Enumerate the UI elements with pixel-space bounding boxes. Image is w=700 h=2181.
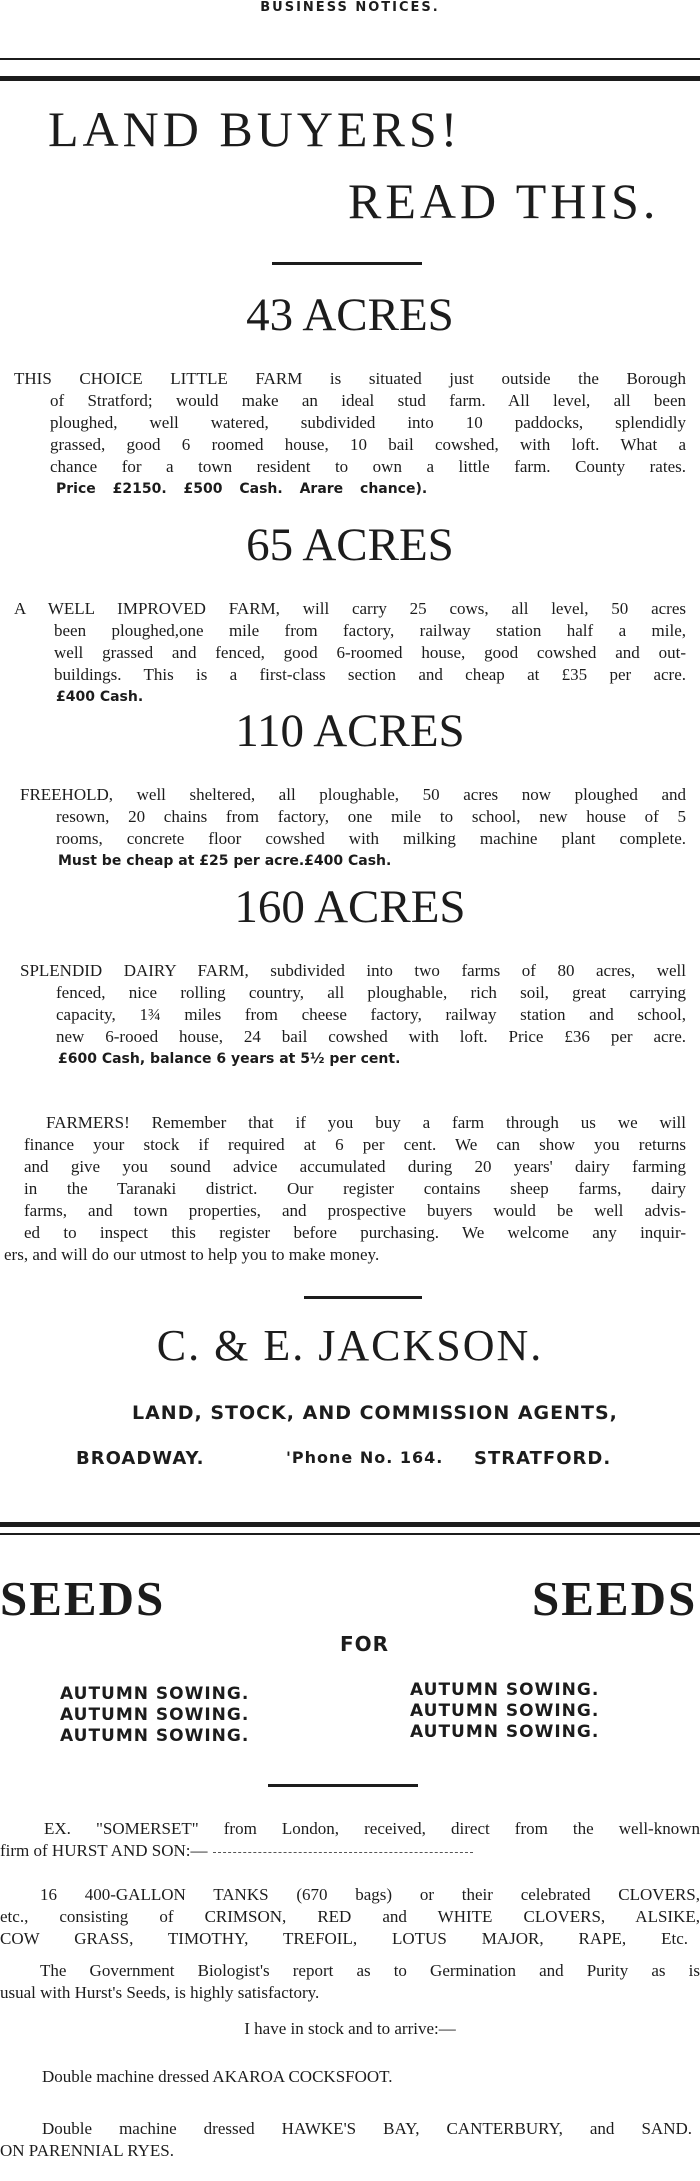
farmers-line: farms, and town properties, and prospective buyers would be well advis- bbox=[24, 1201, 686, 1220]
biologist-line: usual with Hurst's Seeds, is highly satisfactory. bbox=[0, 1983, 320, 2002]
farm-110-line: FREEHOLD, well sheltered, all ploughable, 50 acres now ploughed and bbox=[20, 785, 686, 804]
tanks-line: COW GRASS, TIMOTHY, TREFOIL, LOTUS MAJOR, RAPE, Etc. bbox=[0, 1929, 688, 1948]
farm-43-title: 43 ACRES bbox=[246, 289, 454, 341]
ex-line-text: firm of HURST AND SON:— bbox=[0, 1841, 208, 1860]
sowing-left-item: AUTUMN SOWING. bbox=[60, 1705, 250, 1725]
seeds-for: FOR bbox=[340, 1632, 390, 1656]
farm-160-line: capacity, 1¾ miles from cheese factory, railway station and school, bbox=[56, 1005, 686, 1024]
hawkes-bay-paragraph bbox=[0, 2118, 700, 2162]
headline-divider bbox=[272, 262, 422, 265]
farm-65-line: A WELL IMPROVED FARM, will carry 25 cows, all level, 50 acres bbox=[14, 599, 686, 618]
top-rule-thick bbox=[0, 76, 700, 81]
firm-divider bbox=[304, 1296, 422, 1299]
agents-line: LAND, STOCK, AND COMMISSION AGENTS, bbox=[132, 1402, 618, 1424]
farm-65-line: been ploughed,one mile from factory, railway station half a mile, bbox=[54, 621, 686, 640]
biologist-line: The Government Biologist's report as to Germination and Purity as is bbox=[40, 1961, 700, 1980]
farm-160-text bbox=[0, 960, 700, 1070]
farm-65-title: 65 ACRES bbox=[246, 519, 454, 571]
farm-65-text bbox=[0, 598, 700, 708]
farm-110-price: Must be cheap at £25 per acre.£400 Cash. bbox=[58, 853, 392, 869]
farm-43-price: Price £2150. £500 Cash. Arare chance). bbox=[56, 481, 428, 497]
ad-separator-thin bbox=[0, 1533, 700, 1535]
hawkes-line: Double machine dressed HAWKE'S BAY, CANTERBURY, and SAND. bbox=[42, 2119, 692, 2138]
farm-110-line: rooms, concrete floor cowshed with milking machine plant complete. bbox=[56, 829, 686, 848]
address-phone: 'Phone No. 164. bbox=[286, 1448, 444, 1467]
farm-43-line: of Stratford; would make an ideal stud farm. All level, all been bbox=[50, 391, 686, 410]
farm-43-line: grassed, good 6 roomed house, 10 bail cowshed, with loft. What a bbox=[50, 435, 686, 454]
cocksfoot-line: Double machine dressed AKAROA COCKSFOOT. bbox=[42, 2067, 393, 2086]
farm-65-line: buildings. This is a first-class section and cheap at £35 per acre. bbox=[54, 665, 686, 684]
seeds-right-heading: SEEDS bbox=[532, 1571, 698, 1626]
biologist-paragraph bbox=[0, 1960, 700, 2004]
farm-43-line: THIS CHOICE LITTLE FARM is situated just outside the Borough bbox=[14, 369, 686, 388]
headline-read-this: READ THIS. bbox=[348, 173, 660, 229]
farmers-line: finance your stock if required at 6 per cent. We can show you returns bbox=[24, 1135, 686, 1154]
farm-160-line: fenced, nice rolling country, all ploughable, rich soil, great carrying bbox=[56, 983, 686, 1002]
ex-somerset-paragraph bbox=[0, 1818, 700, 1862]
farm-110-line: resown, 20 chains from factory, one mile to school, new house of 5 bbox=[56, 807, 686, 826]
firm-name: C. & E. JACKSON. bbox=[156, 1321, 544, 1370]
top-rule-thin bbox=[0, 58, 700, 60]
farm-110-text bbox=[0, 784, 700, 872]
farm-65-line: well grassed and fenced, good 6-roomed house, good cowshed and out- bbox=[54, 643, 686, 662]
farm-160-line: SPLENDID DAIRY FARM, subdivided into two farms of 80 acres, well bbox=[20, 961, 686, 980]
sowing-right-list bbox=[410, 1680, 599, 1743]
sowing-left-item: AUTUMN SOWING. bbox=[60, 1684, 250, 1704]
sowing-right-item: AUTUMN SOWING. bbox=[410, 1680, 600, 1700]
hawkes-line: ON PARENNIAL RYES. bbox=[0, 2141, 174, 2160]
farm-160-price: £600 Cash, balance 6 years at 5½ per cent. bbox=[58, 1051, 401, 1067]
dashed-fill bbox=[213, 1851, 473, 1853]
farm-110-title: 110 ACRES bbox=[235, 705, 465, 757]
farm-43-line: chance for a town resident to own a little farm. County rates. bbox=[50, 457, 686, 476]
farm-160-line: new 6-rooed house, 24 bail cowshed with loft. Price £36 per acre. bbox=[56, 1027, 686, 1046]
farmers-line: and give you sound advice accumulated during 20 years' dairy farming bbox=[24, 1157, 686, 1176]
ex-line bbox=[0, 1840, 700, 1862]
farmers-line: FARMERS! Remember that if you buy a farm through us we will bbox=[46, 1113, 686, 1132]
tanks-line: etc., consisting of CRIMSON, RED and WHITE CLOVERS, ALSIKE, bbox=[0, 1907, 700, 1926]
in-stock-line: I have in stock and to arrive:— bbox=[244, 2019, 456, 2038]
address-broadway: BROADWAY. bbox=[76, 1448, 205, 1469]
section-header: BUSINESS NOTICES. bbox=[260, 0, 440, 15]
sowing-left-item: AUTUMN SOWING. bbox=[60, 1726, 250, 1746]
farm-43-line: ploughed, well watered, subdivided into 10 paddocks, splendidly bbox=[50, 413, 686, 432]
headline-land-buyers: LAND BUYERS! bbox=[48, 101, 462, 157]
farmers-line: ers, and will do our utmost to help you to make money. bbox=[4, 1245, 380, 1264]
ex-line: EX. "SOMERSET" from London, received, direct from the well-known bbox=[44, 1819, 700, 1838]
seeds-left-heading: SEEDS bbox=[0, 1571, 166, 1626]
sowing-right-item: AUTUMN SOWING. bbox=[410, 1701, 600, 1721]
farm-160-title: 160 ACRES bbox=[234, 881, 466, 933]
farmers-paragraph bbox=[0, 1112, 700, 1266]
seeds-divider bbox=[268, 1784, 418, 1787]
farmers-line: ed to inspect this register before purchasing. We welcome any inquir- bbox=[24, 1223, 686, 1242]
farm-43-text bbox=[0, 368, 700, 500]
sowing-left-list bbox=[60, 1684, 249, 1747]
tanks-paragraph bbox=[0, 1884, 700, 1950]
sowing-right-item: AUTUMN SOWING. bbox=[410, 1722, 600, 1742]
farmers-line: in the Taranaki district. Our register contains sheep farms, dairy bbox=[24, 1179, 686, 1198]
farm-65-price: £400 Cash. bbox=[56, 689, 144, 705]
tanks-line: 16 400-GALLON TANKS (670 bags) or their celebrated CLOVERS, bbox=[40, 1885, 700, 1904]
ad-separator-thick bbox=[0, 1522, 700, 1527]
address-stratford: STRATFORD. bbox=[474, 1448, 612, 1469]
